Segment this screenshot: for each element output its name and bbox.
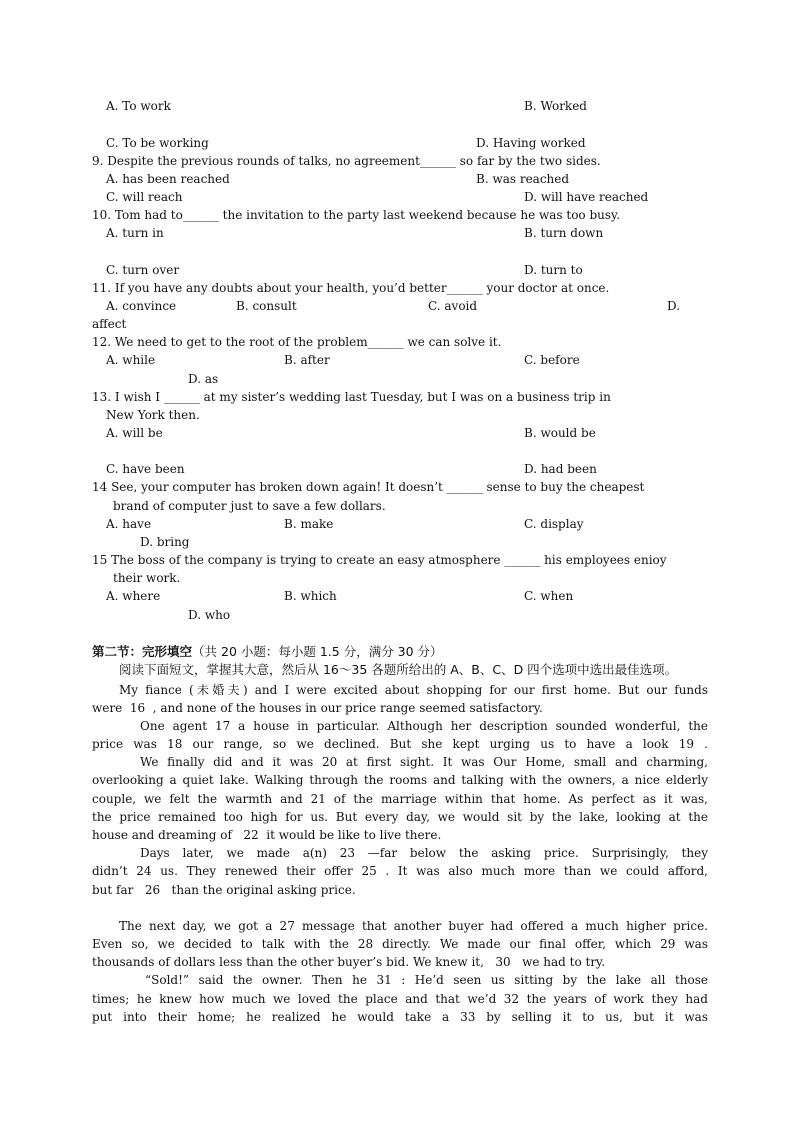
passage-line: price was 18 our range, so we declined. But she kept urging us to have a look 19 .	[92, 737, 708, 751]
q12-stem: 12. We need to get to the root of the problem______ we can solve it.	[92, 335, 502, 349]
passage-line: but far 26 than the original asking price.	[92, 883, 356, 897]
q8-option-c: C. To be working	[106, 136, 209, 150]
q12-option-d: D. as	[188, 372, 219, 386]
q9-stem: 9. Despite the previous rounds of talks, no agreement______ so far by the two sides.	[92, 154, 601, 168]
q12-option-a: A. while	[106, 353, 156, 367]
q11-option-d: D.	[667, 299, 681, 313]
q13-option-b: B. would be	[524, 426, 596, 440]
q9-option-c: C. will reach	[106, 190, 183, 204]
passage-line: My fiance (未婚夫) and I were excited about shopping for our first home. But our funds	[119, 683, 708, 697]
q15-option-d: D. who	[188, 608, 231, 622]
section2-instruction: 阅读下面短文，掌握其大意，然后从 16～35 各题所给出的 A、B、C、D 四个选项中选出最佳选项。	[119, 662, 678, 677]
q9-option-d: D. will have reached	[524, 190, 649, 204]
passage-line: couple, we felt the warmth and 21 of the marriage within that home. As perfect as it was,	[92, 792, 708, 806]
q10-stem: 10. Tom had to______ the invitation to the party last weekend because he was too busy.	[92, 208, 621, 222]
q8-option-d: D. Having worked	[476, 136, 586, 150]
q14-option-c: C. display	[524, 517, 584, 531]
passage-line: overlooking a quiet lake. Walking through the rooms and talking with the owners, a nice elderly	[92, 773, 708, 787]
passage-line: thousands of dollars less than the other buyer’s bid. We knew it, 30 we had to try.	[92, 955, 606, 969]
q11-option-b: B. consult	[236, 299, 297, 313]
q11-option-c: C. avoid	[428, 299, 478, 313]
q14-stem: 14 See, your computer has broken down again! It doesn’t ______ sense to buy the cheapest	[92, 480, 645, 494]
q13-option-d: D. had been	[524, 462, 597, 476]
passage-line: the price remained too high for us. But every day, we would sit by the lake, looking at the	[92, 810, 708, 824]
passage-line: didn’t 24 us. They renewed their offer 25 . It was also much more than we could afford,	[92, 864, 708, 878]
q10-option-b: B. turn down	[524, 226, 604, 240]
q15-option-b: B. which	[284, 589, 337, 603]
q8-option-a: A. To work	[106, 99, 171, 113]
q13-stem: 13. I wish I ______ at my sister’s wedding last Tuesday, but I was on a business trip in	[92, 390, 611, 404]
q11-stem: 11. If you have any doubts about your health, you’d better______ your doctor at once.	[92, 281, 610, 295]
q13-option-a: A. will be	[106, 426, 163, 440]
q10-option-c: C. turn over	[106, 263, 180, 277]
q12-option-c: C. before	[524, 353, 580, 367]
section2-heading: 第二节：完形填空（共 20 小题：每小题 1.5 分，满分 30 分）	[92, 644, 443, 659]
q15-option-c: C. when	[524, 589, 574, 603]
q14-option-a: A. have	[106, 517, 152, 531]
q11-option-a: A. convince	[106, 299, 177, 313]
passage-line: The next day, we got a 27 message that another buyer had offered a much higher price.	[119, 919, 708, 933]
q15-stem: 15 The boss of the company is trying to create an easy atmosphere ______ his employees enioy	[92, 553, 667, 567]
passage-line: put into their home; he realized he would take a 33 by selling it to us, but it was	[92, 1010, 708, 1024]
q15-stem-cont: their work.	[113, 571, 181, 585]
q10-option-d: D. turn to	[524, 263, 583, 277]
passage-line: times; he knew how much we loved the place and that we’d 32 the years of work they had	[92, 992, 708, 1006]
q13-stem-cont: New York then.	[106, 408, 200, 422]
passage-line: “Sold!” said the owner. Then he 31 : He’d seen us sitting by the lake all those	[145, 973, 708, 987]
q13-option-c: C. have been	[106, 462, 185, 476]
q8-option-b: B. Worked	[524, 99, 587, 113]
passage-line: house and dreaming of 22 it would be like to live there.	[92, 828, 442, 842]
q12-option-b: B. after	[284, 353, 330, 367]
passage-line: Even so, we decided to talk with the 28 directly. We made our final offer, which 29 was	[92, 937, 708, 951]
passage-line: were 16 , and none of the houses in our price range seemed satisfactory.	[92, 701, 543, 715]
q9-option-b: B. was reached	[476, 172, 570, 186]
q9-option-a: A. has been reached	[106, 172, 230, 186]
passage-line: We finally did and it was 20 at first sight. It was Our Home, small and charming,	[140, 755, 708, 769]
passage-line: One agent 17 a house in particular. Although her description sounded wonderful, the	[140, 719, 708, 733]
passage-line: Days later, we made a(n) 23 —far below the asking price. Surprisingly, they	[140, 846, 708, 860]
q14-stem-cont: brand of computer just to save a few dollars.	[113, 499, 386, 513]
q14-option-b: B. make	[284, 517, 334, 531]
q11-option-d-word: affect	[92, 317, 127, 331]
q14-option-d: D. bring	[140, 535, 190, 549]
q10-option-a: A. turn in	[106, 226, 164, 240]
q15-option-a: A. where	[106, 589, 161, 603]
